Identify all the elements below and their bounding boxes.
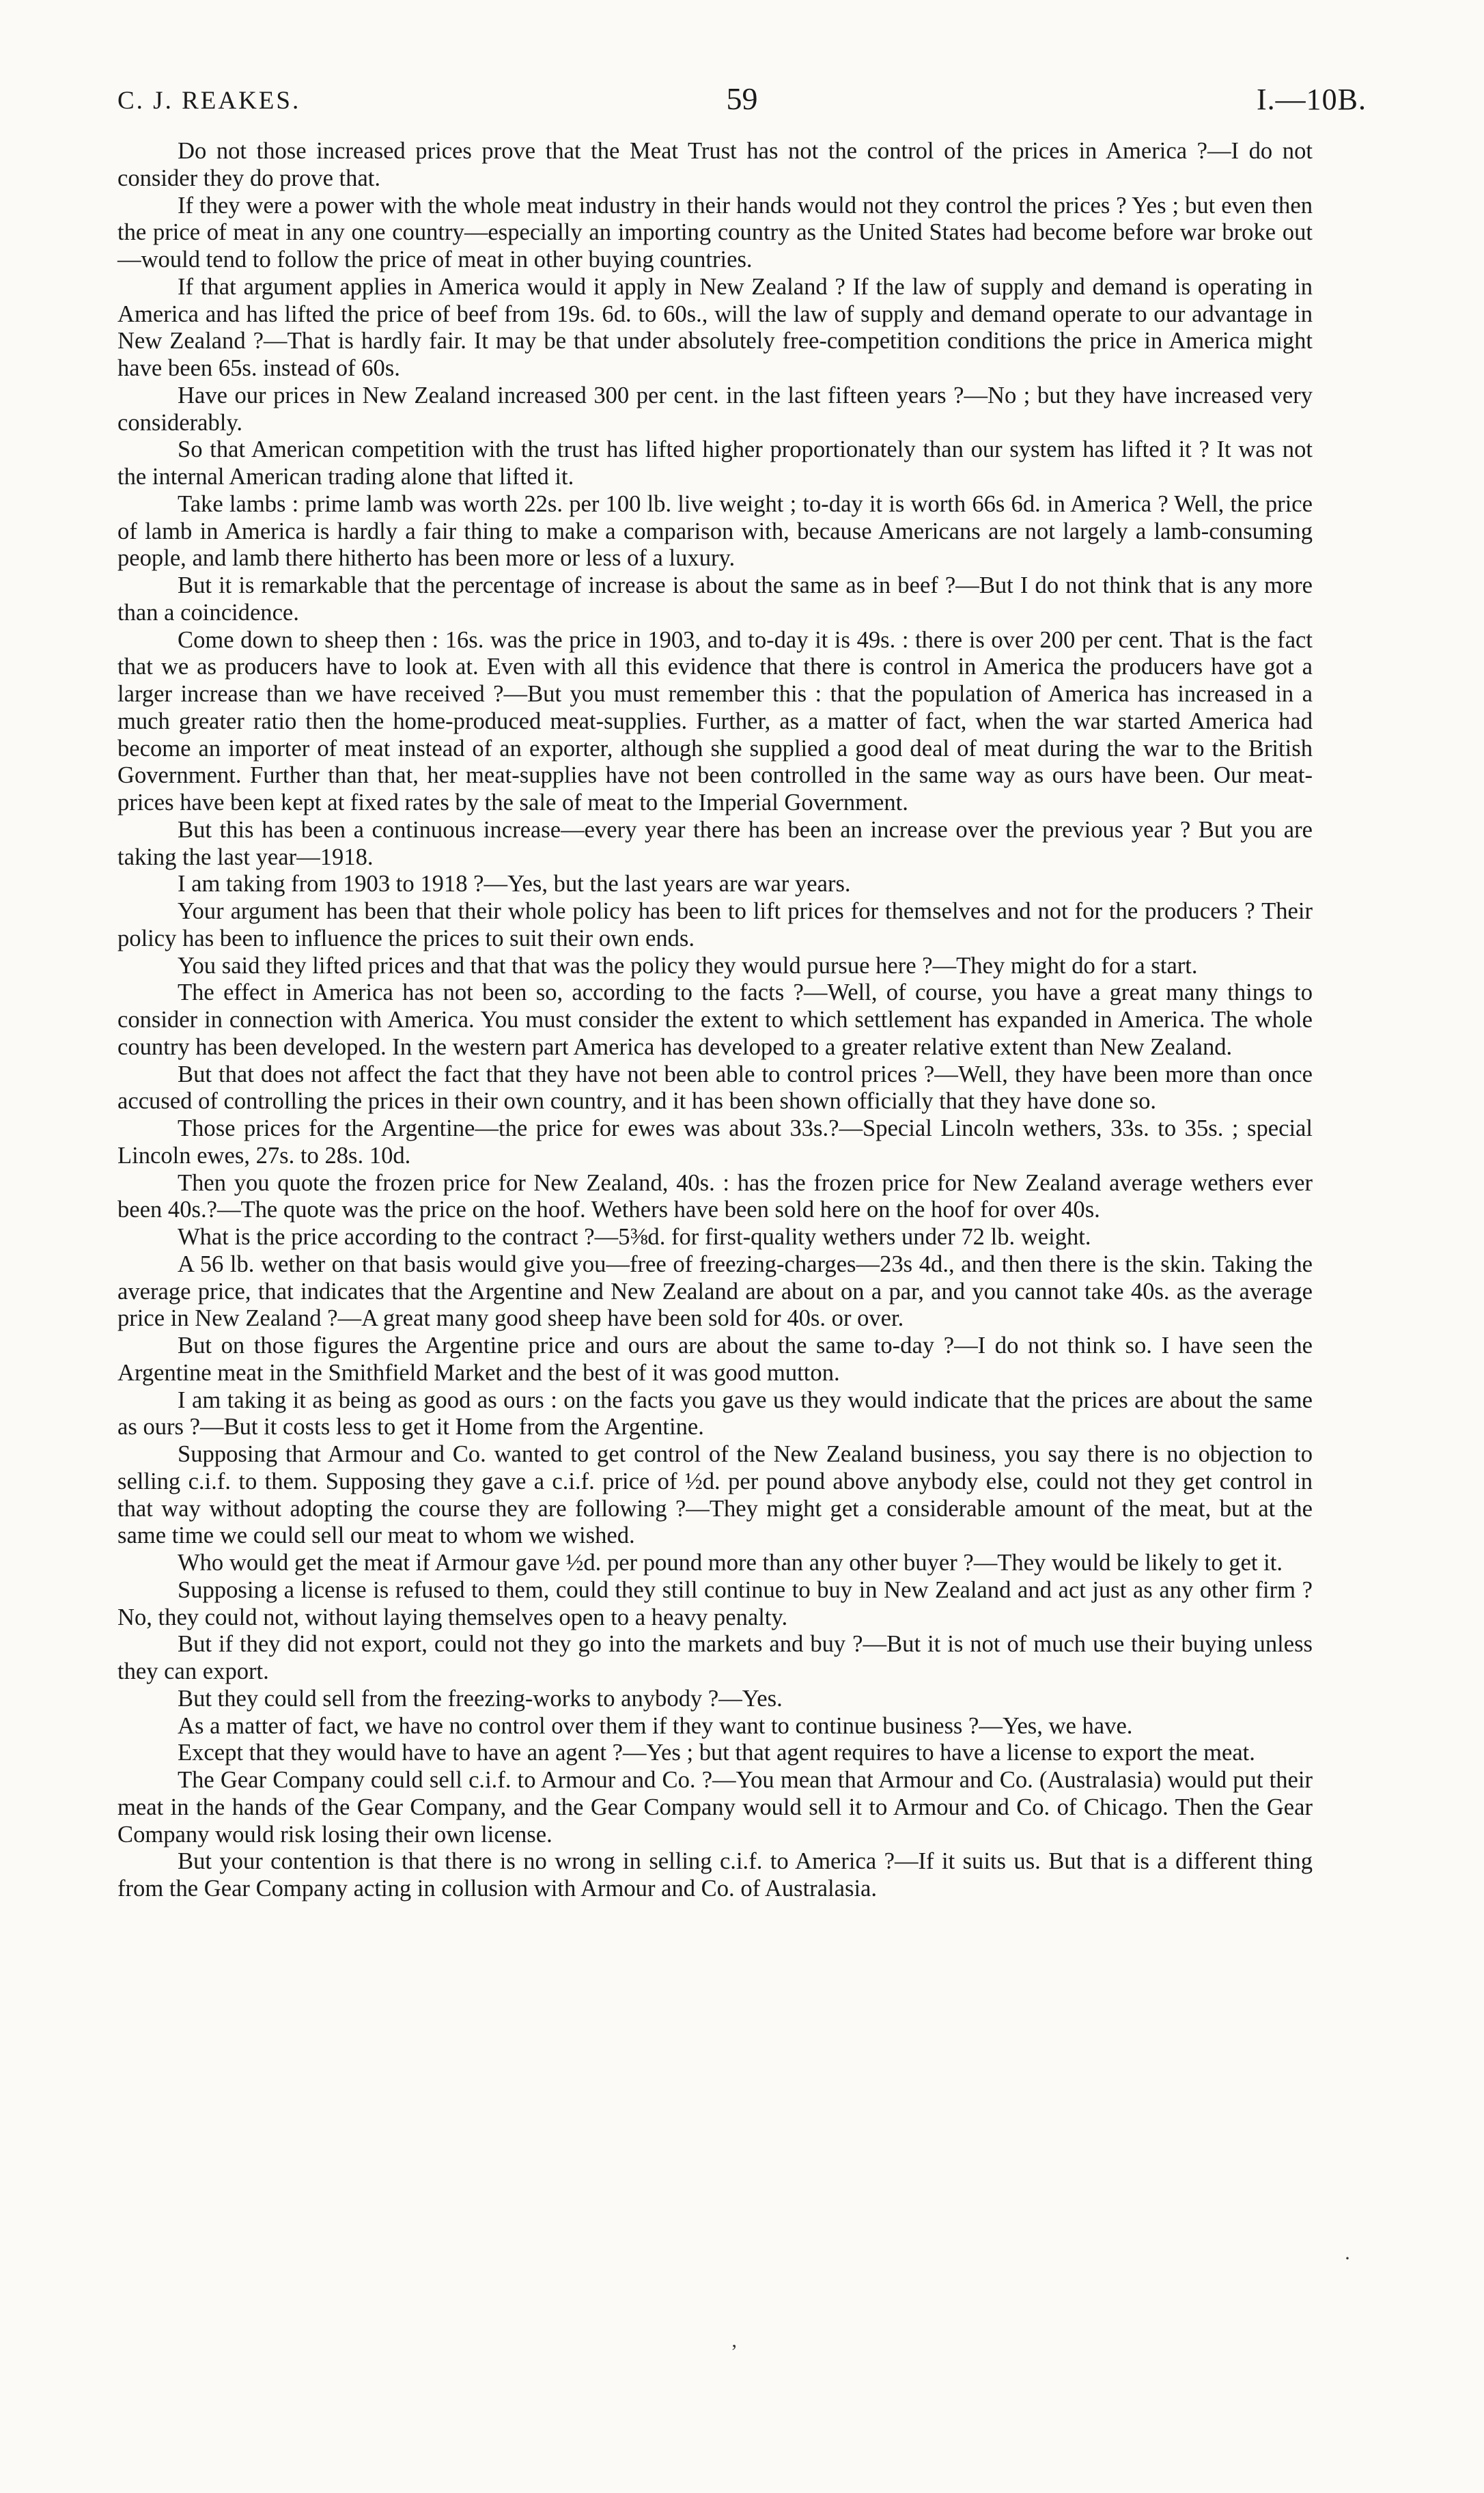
paragraph: If they were a power with the whole meat industry in their hands would not they control the prices ? Yes ; but even then the price of meat in any one country—especially an importing country as the United States had become before war broke out—would tend to follow the price of meat in other buying countries.: [117, 192, 1313, 273]
page-number: 59: [726, 81, 758, 116]
paragraph: Do not those increased prices prove that the Meat Trust has not the control of the prices in America ?—I do not consider they do prove that.: [117, 138, 1313, 191]
body-text: [117, 138, 1313, 1903]
paragraph: Supposing a license is refused to them, could they still continue to buy in New Zealand and act just as any other firm ? No, they could not, without laying themselves open to a heavy penalty.: [117, 1576, 1313, 1630]
bottom-mark: ‚: [731, 2329, 738, 2352]
paragraph: But this has been a continuous increase—every year there has been an increase over the previous year ? But you are taking the last year—1918.: [117, 816, 1313, 870]
paragraph: Who would get the meat if Armour gave ½d. per pound more than any other buyer ?—They would be likely to get it.: [178, 1550, 1283, 1576]
paragraph: The effect in America has not been so, according to the facts ?—Well, of course, you have a great many things to consider in connection with America. You must consider the extent to which settlement has expanded in America. The whole country has been developed. In the western part America has developed to a greater relative extent than New Zealand.: [117, 979, 1313, 1060]
paragraph: But they could sell from the freezing-works to anybody ?—Yes.: [178, 1685, 783, 1712]
paragraph: What is the price according to the contract ?—5⅜d. for first-quality wethers under 72 lb. weight.: [178, 1224, 1091, 1250]
paragraph: But your contention is that there is no wrong in selling c.i.f. to America ?—If it suits us. But that is a different thing from the Gear Company acting in collusion with Armour and Co. of Australasia.: [117, 1848, 1313, 1902]
header-author: C. J. REAKES.: [117, 87, 301, 115]
paragraph: You said they lifted prices and that that was the policy they would pursue here ?—They might do for a start.: [178, 952, 1198, 979]
paragraph: Take lambs : prime lamb was worth 22s. per 100 lb. live weight ; to-day it is worth 66s 6d. in America ? Well, the price of lamb in America is hardly a fair thing to make a comparison with, because Americans are not largely a lamb-consuming people, and lamb there hitherto has been more or less of a luxury.: [117, 490, 1313, 572]
paragraph: A 56 lb. wether on that basis would give you—free of freezing-charges—23s 4d., and then there is the skin. Taking the average price, that indicates that the Argentine and New Zealand are about on a par, and you cannot take 40s. as the average price in New Zealand ?—A great many good sheep have been sold for 40s. or over.: [117, 1251, 1313, 1332]
paragraph: Your argument has been that their whole policy has been to lift prices for themselves and not for the producers ? Their policy has been to influence the prices to suit their own ends.: [117, 898, 1313, 951]
paragraph: If that argument applies in America would it apply in New Zealand ? If the law of supply and demand is operating in America and has lifted the price of beef from 19s. 6d. to 60s., will the law of supply and demand operate to our advantage in New Zealand ?—That is hardly fair. It may be that under absolutely free-competition conditions the price in America might have been 65s. instead of 60s.: [117, 273, 1313, 381]
paragraph: Except that they would have to have an agent ?—Yes ; but that agent requires to have a license to export the meat.: [178, 1740, 1255, 1766]
document-reference: I.—10B.: [1257, 83, 1367, 116]
paragraph: But if they did not export, could not they go into the markets and buy ?—But it is not of much use their buying unless they can export.: [117, 1631, 1313, 1684]
margin-mark: ·: [1344, 2247, 1351, 2270]
paragraph: But that does not affect the fact that they have not been able to control prices ?—Well, they have been more than once accused of controlling the prices in their own country, and it has been shown officially that they have done so.: [117, 1061, 1313, 1115]
paragraph: I am taking from 1903 to 1918 ?—Yes, but the last years are war years.: [178, 871, 851, 897]
paragraph: But on those figures the Argentine price and ours are about the same to-day ?—I do not think so. I have seen the Argentine meat in the Smithfield Market and the best of it was good mutton.: [117, 1333, 1313, 1386]
paragraph: Those prices for the Argentine—the price for ewes was about 33s.?—Special Lincoln wethers, 33s. to 35s. ; special Lincoln ewes, 27s. to 28s. 10d.: [117, 1115, 1313, 1169]
paragraph: So that American competition with the trust has lifted higher proportionately than our system has lifted it ? It was not the internal American trading alone that lifted it.: [117, 436, 1313, 490]
paragraph: Then you quote the frozen price for New Zealand, 40s. : has the frozen price for New Zealand average wethers ever been 40s.?—The quote was the price on the hoof. Wethers have been sold here on the hoof for over 40s.: [117, 1169, 1313, 1223]
paragraph: Come down to sheep then : 16s. was the price in 1903, and to-day it is 49s. : there is over 200 per cent. That is the fact that we as producers have to look at. Even with all this evidence that there is control in America the producers have got a larger increase than we have received ?—But you must remember this : that the population of America has increased in a much greater ratio then the home-produced meat-supplies. Further, as a matter of fact, when the war started America had become an importer of meat instead of an exporter, although she supplied a good deal of meat during the war to the British Government. Further than that, her meat-supplies have not been controlled in the same way as ours have been. Our meat-prices have been kept at fixed rates by the sale of meat to the Imperial Government.: [117, 626, 1313, 816]
paragraph: The Gear Company could sell c.i.f. to Armour and Co. ?—You mean that Armour and Co. (Australasia) would put their meat in the hands of the Gear Company, and the Gear Company would sell it to Armour and Co. of Chicago. Then the Gear Company would risk losing their own license.: [117, 1767, 1313, 1848]
running-header: [117, 81, 1367, 122]
paragraph: But it is remarkable that the percentage of increase is about the same as in beef ?—But I do not think that is any more than a coincidence.: [117, 572, 1313, 626]
paragraph: As a matter of fact, we have no control over them if they want to continue business ?—Yes, we have.: [178, 1712, 1133, 1739]
paragraph: I am taking it as being as good as ours : on the facts you gave us they would indicate that the prices are about the same as ours ?—But it costs less to get it Home from the Argentine.: [117, 1387, 1313, 1440]
paragraph: Have our prices in New Zealand increased 300 per cent. in the last fifteen years ?—No ; but they have increased very considerably.: [117, 382, 1313, 436]
paragraph: Supposing that Armour and Co. wanted to get control of the New Zealand business, you say there is no objection to selling c.i.f. to them. Supposing they gave a c.i.f. price of ½d. per pound above anybody else, could not they get control in that way without adopting the course they are following ?—They might get a considerable amount of the meat, but at the same time we could sell our meat to whom we wished.: [117, 1441, 1313, 1549]
